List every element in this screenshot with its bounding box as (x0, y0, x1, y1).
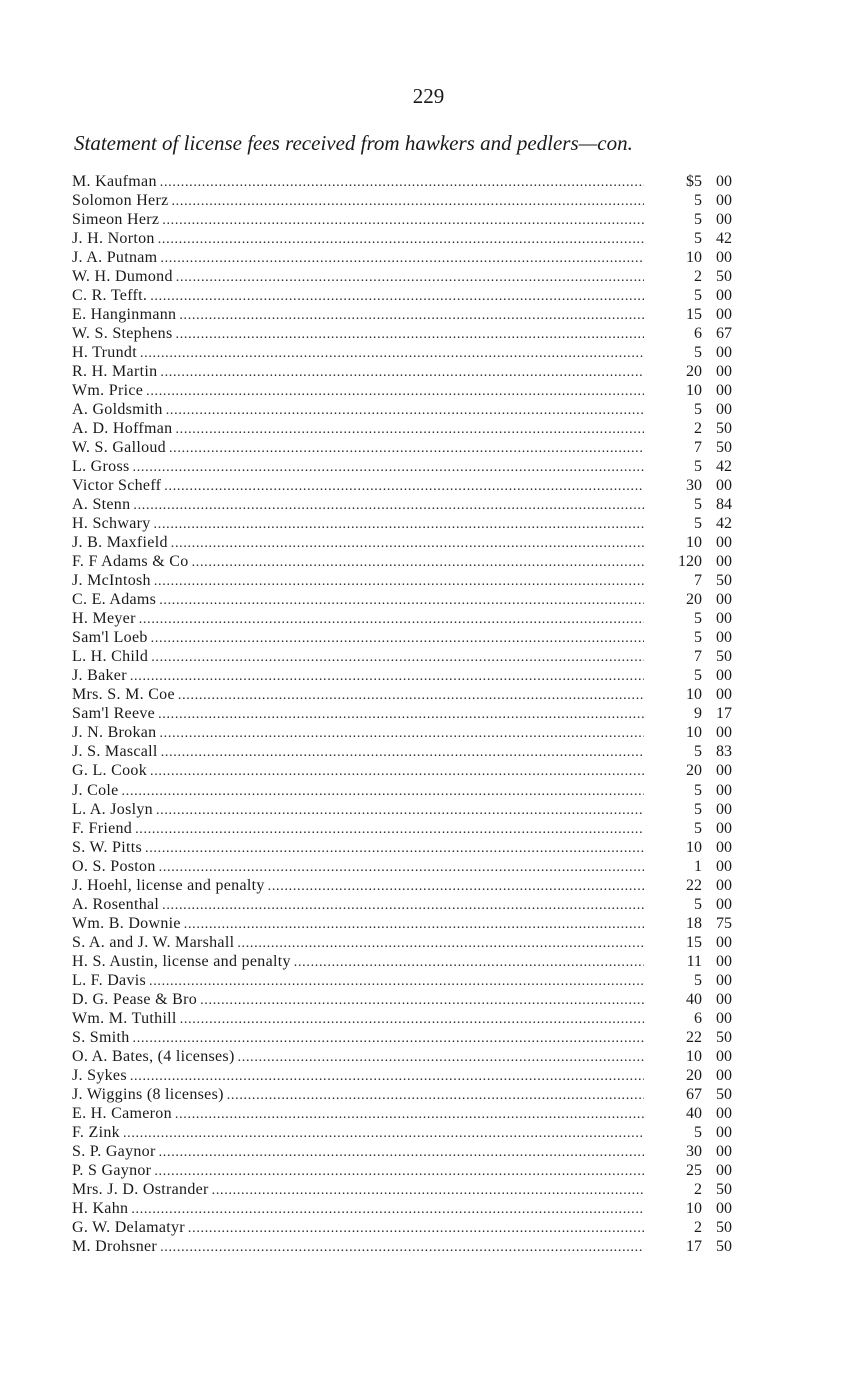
dot-leader (159, 724, 644, 743)
entry-dollars: 30 (686, 1142, 702, 1160)
dot-leader (180, 1010, 644, 1029)
entry-cents: 00 (716, 401, 732, 419)
list-item (72, 628, 732, 647)
entry-dollars: 10 (686, 724, 702, 742)
dot-leader (146, 382, 644, 401)
entry-name: F. F Adams & Co (72, 553, 189, 571)
entry-cents: 42 (716, 458, 732, 476)
list-item (72, 685, 732, 704)
entry-name: J. Cole (72, 781, 119, 799)
entry-dollars: 7 (694, 572, 702, 590)
list-item (72, 876, 732, 895)
entry-cents: 00 (716, 173, 732, 190)
entry-name: Simeon Herz (72, 211, 160, 229)
entry-name: H. S. Austin, license and penalty (72, 952, 291, 970)
dot-leader (122, 782, 644, 801)
entry-cents: 42 (716, 515, 732, 533)
entry-dollars: 10 (686, 382, 702, 400)
entry-name: A. D. Hoffman (72, 420, 173, 438)
dot-leader (158, 705, 644, 724)
entry-cents: 00 (716, 1161, 732, 1179)
dot-leader (151, 629, 644, 648)
list-item (72, 1237, 732, 1256)
entry-cents: 00 (716, 211, 732, 229)
entry-cents: 00 (716, 895, 732, 913)
list-item (72, 191, 732, 210)
entry-cents: 00 (716, 990, 732, 1008)
list-item (72, 647, 732, 666)
dot-leader (149, 972, 644, 991)
entry-cents: 00 (716, 933, 732, 951)
entry-cents: 83 (716, 743, 732, 761)
entry-name: A. Rosenthal (72, 895, 160, 913)
entry-dollars: 7 (694, 648, 702, 666)
list-item (72, 1199, 732, 1218)
dot-leader (171, 192, 644, 211)
dot-leader (175, 1105, 644, 1124)
list-item (72, 838, 732, 857)
dot-leader (158, 230, 644, 249)
dot-leader (150, 287, 644, 306)
entry-dollars: 2 (694, 420, 702, 438)
entry-name: E. H. Cameron (72, 1104, 172, 1122)
dot-leader (179, 306, 644, 325)
list-item (72, 704, 732, 723)
dot-leader (294, 953, 644, 972)
dot-leader (154, 572, 644, 591)
list-item (72, 990, 732, 1009)
entry-cents: 00 (716, 1047, 732, 1065)
entry-dollars: 11 (686, 952, 702, 970)
dot-leader (160, 249, 644, 268)
list-item (72, 666, 732, 685)
entry-cents: 00 (716, 762, 732, 780)
entry-name: J. McIntosh (72, 572, 151, 590)
dot-leader (171, 534, 644, 553)
entry-cents: 00 (716, 591, 732, 609)
dot-leader (133, 1029, 644, 1048)
entry-dollars: 5 (694, 743, 702, 761)
entry-name: J. B. Maxfield (72, 534, 168, 552)
dot-leader (162, 896, 644, 915)
dot-leader (133, 458, 644, 477)
list-item (72, 1047, 732, 1066)
entry-dollars: 22 (686, 876, 702, 894)
entry-name: J. Baker (72, 667, 127, 685)
entry-name: P. S Gaynor (72, 1161, 152, 1179)
dot-leader (237, 934, 644, 953)
dot-leader (150, 762, 644, 781)
dot-leader (160, 1238, 644, 1257)
dot-leader (159, 858, 644, 877)
list-item (72, 495, 732, 514)
entry-name: L. A. Joslyn (72, 800, 153, 818)
entry-cents: 50 (716, 1180, 732, 1198)
list-item (72, 1218, 732, 1237)
entry-name: W. S. Galloud (72, 439, 166, 457)
entry-dollars: 20 (686, 762, 702, 780)
entry-cents: 00 (716, 1066, 732, 1084)
entry-name: Solomon Herz (72, 192, 169, 210)
list-item (72, 914, 732, 933)
entry-cents: 00 (716, 686, 732, 704)
entry-dollars: 10 (686, 838, 702, 856)
entry-name: J. Sykes (72, 1066, 127, 1084)
list-item (72, 172, 732, 191)
entry-name: E. Hanginmann (72, 306, 177, 324)
entry-name: G. L. Cook (72, 762, 147, 780)
entry-dollars: 120 (678, 553, 702, 571)
list-item (72, 1066, 732, 1085)
entry-cents: 00 (716, 553, 732, 571)
entry-cents: 00 (716, 971, 732, 989)
entry-cents: 50 (716, 1218, 732, 1236)
list-item (72, 1180, 732, 1199)
list-item (72, 381, 732, 400)
list-item (72, 267, 732, 286)
entry-name: J. N. Brokan (72, 724, 157, 742)
dot-leader (169, 439, 644, 458)
license-fee-list (72, 172, 732, 1256)
entry-dollars: 30 (686, 477, 702, 495)
entry-cents: 00 (716, 1104, 732, 1122)
entry-cents: 50 (716, 572, 732, 590)
entry-dollars: 10 (686, 249, 702, 267)
list-item (72, 819, 732, 838)
entry-dollars: 25 (686, 1161, 702, 1179)
entry-cents: 50 (716, 268, 732, 286)
entry-cents: 00 (716, 1199, 732, 1217)
entry-dollars: 5 (694, 1123, 702, 1141)
entry-dollars: 2 (694, 1218, 702, 1236)
dot-leader (162, 211, 644, 230)
list-item (72, 248, 732, 267)
dot-leader (268, 877, 644, 896)
entry-name: H. Meyer (72, 610, 136, 628)
dot-leader (145, 839, 644, 858)
list-item (72, 438, 732, 457)
entry-cents: 00 (716, 306, 732, 324)
entry-dollars: 5 (694, 971, 702, 989)
list-item (72, 571, 732, 590)
entry-dollars: 5 (694, 496, 702, 514)
list-item (72, 933, 732, 952)
entry-dollars: 2 (694, 1180, 702, 1198)
entry-dollars: 7 (694, 439, 702, 457)
dot-leader (154, 515, 644, 534)
entry-name: S. W. Pitts (72, 838, 143, 856)
entry-cents: 50 (716, 439, 732, 457)
list-item (72, 952, 732, 971)
dot-leader (212, 1181, 644, 1200)
entry-name: S. Smith (72, 1028, 130, 1046)
list-item (72, 210, 732, 229)
list-item (72, 781, 732, 800)
dot-leader (175, 420, 644, 439)
entry-cents: 00 (716, 724, 732, 742)
entry-cents: 42 (716, 230, 732, 248)
entry-cents: 00 (716, 249, 732, 267)
entry-dollars: 5 (694, 800, 702, 818)
entry-name: A. Stenn (72, 496, 131, 514)
entry-dollars: 5 (694, 230, 702, 248)
dot-leader (160, 173, 644, 192)
entry-name: D. G. Pease & Bro (72, 990, 198, 1008)
entry-name: A. Goldsmith (72, 401, 163, 419)
entry-cents: 50 (716, 1237, 732, 1255)
list-item (72, 305, 732, 324)
dot-leader (131, 1200, 644, 1219)
list-item (72, 324, 732, 343)
entry-name: F. Zink (72, 1123, 120, 1141)
entry-cents: 00 (716, 382, 732, 400)
entry-name: S. A. and J. W. Marshall (72, 933, 235, 951)
dot-leader (151, 648, 644, 667)
dot-leader (227, 1086, 644, 1105)
entry-cents: 00 (716, 819, 732, 837)
entry-dollars: 15 (686, 306, 702, 324)
entry-name: O. A. Bates, (4 licenses) (72, 1047, 235, 1065)
list-item (72, 1142, 732, 1161)
entry-name: J. Hoehl, license and penalty (72, 876, 265, 894)
entry-dollars: 67 (686, 1085, 702, 1103)
dot-leader (164, 477, 644, 496)
list-item (72, 1161, 732, 1180)
entry-cents: 00 (716, 838, 732, 856)
list-item (72, 1123, 732, 1142)
entry-cents: 00 (716, 952, 732, 970)
entry-name: H. Kahn (72, 1199, 129, 1217)
entry-name: Mrs. S. M. Coe (72, 686, 175, 704)
entry-name: C. R. Tefft. (72, 287, 148, 305)
list-item (72, 476, 732, 495)
entry-cents: 00 (716, 800, 732, 818)
entry-cents: 00 (716, 667, 732, 685)
dot-leader (159, 1143, 644, 1162)
list-item (72, 590, 732, 609)
entry-name: Sam'l Reeve (72, 705, 156, 723)
entry-cents: 50 (716, 648, 732, 666)
entry-dollars: 5 (694, 401, 702, 419)
entry-cents: 00 (716, 857, 732, 875)
entry-name: Wm. B. Downie (72, 914, 181, 932)
list-item (72, 1104, 732, 1123)
list-item (72, 1028, 732, 1047)
entry-dollars: 22 (686, 1028, 702, 1046)
entry-dollars: 5 (694, 515, 702, 533)
entry-cents: 00 (716, 1009, 732, 1027)
dot-leader (188, 1219, 644, 1238)
entry-dollars: 10 (686, 534, 702, 552)
entry-dollars: 9 (694, 705, 702, 723)
dot-leader (140, 344, 644, 363)
entry-cents: 50 (716, 1085, 732, 1103)
list-item (72, 761, 732, 780)
list-item (72, 609, 732, 628)
list-item (72, 552, 732, 571)
list-item (72, 514, 732, 533)
list-item (72, 742, 732, 761)
dot-leader (130, 1067, 644, 1086)
entry-cents: 00 (716, 534, 732, 552)
list-item (72, 362, 732, 381)
list-item (72, 895, 732, 914)
dot-leader (139, 610, 644, 629)
entry-cents: 00 (716, 781, 732, 799)
entry-cents: 00 (716, 1142, 732, 1160)
entry-dollars: 5 (694, 458, 702, 476)
entry-cents: 00 (716, 876, 732, 894)
entry-name: Sam'l Loeb (72, 629, 148, 647)
entry-dollars: 20 (686, 363, 702, 381)
entry-dollars: 5 (694, 667, 702, 685)
entry-dollars: 6 (694, 1009, 702, 1027)
dot-leader (200, 991, 644, 1010)
entry-dollars: 17 (686, 1237, 702, 1255)
list-item (72, 533, 732, 552)
entry-dollars: 2 (694, 268, 702, 286)
list-item (72, 343, 732, 362)
entry-cents: 00 (716, 1123, 732, 1141)
entry-cents: 00 (716, 344, 732, 362)
entry-cents: 50 (716, 420, 732, 438)
entry-cents: 75 (716, 914, 732, 932)
list-item (72, 723, 732, 742)
entry-name: J. H. Norton (72, 230, 155, 248)
entry-cents: 17 (716, 705, 732, 723)
entry-name: M. Kaufman (72, 173, 157, 190)
entry-dollars: 20 (686, 1066, 702, 1084)
dot-leader (184, 915, 644, 934)
entry-cents: 00 (716, 192, 732, 210)
entry-cents: 00 (716, 363, 732, 381)
entry-dollars: 6 (694, 325, 702, 343)
page-number: 229 (412, 84, 445, 108)
dot-leader (156, 801, 644, 820)
entry-name: J. Wiggins (8 licenses) (72, 1085, 224, 1103)
dot-leader (192, 553, 644, 572)
dot-leader (178, 686, 644, 705)
entry-dollars: 5 (694, 629, 702, 647)
entry-dollars: 5 (694, 895, 702, 913)
entry-dollars: 5 (694, 287, 702, 305)
dot-leader (166, 401, 644, 420)
list-item (72, 1085, 732, 1104)
entry-dollars: 10 (686, 1047, 702, 1065)
entry-dollars: 5 (694, 781, 702, 799)
list-item (72, 419, 732, 438)
entry-name: Victor Scheff (72, 477, 162, 495)
entry-name: H. Schwary (72, 515, 151, 533)
entry-cents: 00 (716, 287, 732, 305)
dot-leader (161, 743, 644, 762)
entry-name: Mrs. J. D. Ostrander (72, 1180, 209, 1198)
entry-name: Wm. Price (72, 382, 144, 400)
list-item (72, 400, 732, 419)
statement-heading: Statement of license fees received from hawkers and pedlers—con. (74, 131, 633, 155)
list-item (72, 1009, 732, 1028)
entry-dollars: 5 (694, 610, 702, 628)
entry-dollars: 10 (686, 686, 702, 704)
entry-name: W. S. Stephens (72, 325, 173, 343)
dot-leader (133, 496, 644, 515)
dot-leader (130, 667, 644, 686)
list-item (72, 800, 732, 819)
list-item (72, 286, 732, 305)
entry-cents: 50 (716, 1028, 732, 1046)
entry-dollars: 10 (686, 1199, 702, 1217)
entry-cents: 67 (716, 325, 732, 343)
entry-cents: 00 (716, 629, 732, 647)
entry-name: C. E. Adams (72, 591, 157, 609)
entry-name: L. F. Davis (72, 971, 147, 989)
dot-leader (159, 591, 644, 610)
entry-dollars: 40 (686, 1104, 702, 1122)
entry-name: J. S. Mascall (72, 743, 158, 761)
entry-name: L. Gross (72, 458, 130, 476)
entry-dollars: 5 (694, 192, 702, 210)
entry-name: H. Trundt (72, 344, 137, 362)
entry-name: J. A. Putnam (72, 249, 158, 267)
entry-name: Wm. M. Tuthill (72, 1009, 177, 1027)
entry-dollars: 1 (694, 857, 702, 875)
dot-leader (160, 363, 644, 382)
dot-leader (176, 268, 644, 287)
entry-dollars: 15 (686, 933, 702, 951)
entry-name: O. S. Poston (72, 857, 156, 875)
entry-cents: 00 (716, 477, 732, 495)
entry-name: M. Drohsner (72, 1237, 158, 1255)
list-item (72, 457, 732, 476)
dot-leader (176, 325, 644, 344)
dot-leader (123, 1124, 644, 1143)
entry-name: L. H. Child (72, 648, 149, 666)
entry-dollars: $5 (686, 173, 702, 190)
entry-name: F. Friend (72, 819, 133, 837)
entry-dollars: 5 (694, 344, 702, 362)
entry-name: S. P. Gaynor (72, 1142, 156, 1160)
entry-name: R. H. Martin (72, 363, 158, 381)
entry-dollars: 18 (686, 914, 702, 932)
entry-dollars: 40 (686, 990, 702, 1008)
dot-leader (135, 820, 644, 839)
entry-name: G. W. Delamatyr (72, 1218, 185, 1236)
dot-leader (238, 1048, 644, 1067)
entry-dollars: 5 (694, 819, 702, 837)
entry-dollars: 20 (686, 591, 702, 609)
entry-cents: 84 (716, 496, 732, 514)
dot-leader (154, 1162, 644, 1181)
entry-dollars: 5 (694, 211, 702, 229)
list-item (72, 229, 732, 248)
entry-name: W. H. Dumond (72, 268, 173, 286)
list-item (72, 857, 732, 876)
list-item (72, 971, 732, 990)
entry-cents: 00 (716, 610, 732, 628)
